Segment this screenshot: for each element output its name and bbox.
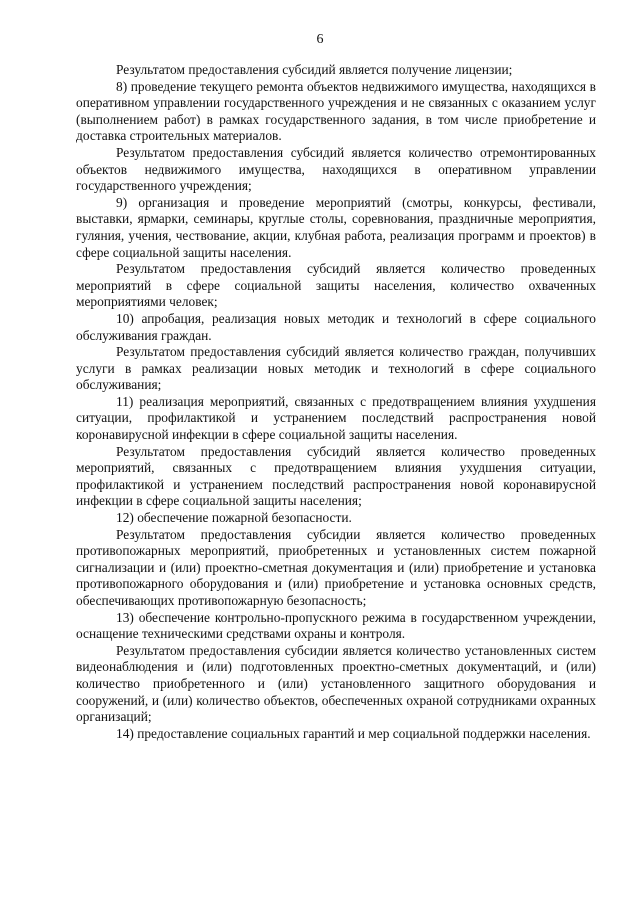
paragraph-item-12: 12) обеспечение пожарной безопасности. xyxy=(116,510,352,526)
paragraph-result-item-10: Результатом предоставления субсидий является количество граждан, получивших услуги в рамках реализации новых методик и технологий в сфере социального обслуживания; xyxy=(76,344,596,393)
paragraph-item-10: 10) апробация, реализация новых методик и технологий в сфере социального обслуживания граждан. xyxy=(76,310,596,343)
paragraph-item-14: 14) предоставление социальных гарантий и мер социальной поддержки населения. xyxy=(116,725,591,741)
document-body xyxy=(76,62,596,742)
paragraph-item-11: 11) реализация мероприятий, связанных с предотвращением влияния ухудшения ситуации, профилактикой и устранением последствий распространения новой коронавирусной инфекции в сфере социальной защиты населения. xyxy=(76,393,596,443)
paragraph-result-item-12: Результатом предоставления субсидии является количество проведенных противопожарных мероприятий, приобретенных и установленных систем пожарной сигнализации и (или) проектно-сметная документация и (или) приобретение и установка противопожарного оборудования и (или) приобретение и установка основных средств, обеспечивающих противопожарную безопасность; xyxy=(76,526,596,608)
paragraph-item-9: 9) организация и проведение мероприятий (смотры, конкурсы, фестивали, выставки, ярмарки, семинары, круглые столы, соревнования, праздничные мероприятия, гуляния, учения, чествование, акции, клубная работа, реализация программ и проектов) в сфере социальной защиты населения. xyxy=(76,194,596,260)
paragraph-item-8: 8) проведение текущего ремонта объектов недвижимого имущества, находящихся в оперативном управлении государственного учреждения и не связанных с оказанием услуг (выполнением работ) в рамках государственного задания, в том числе приобретение и доставка строительных материалов. xyxy=(76,78,596,144)
paragraph-result-item-9: Результатом предоставления субсидий является количество проведенных мероприятий в сфере социальной защиты населения, количество охваченных мероприятиями человек; xyxy=(76,261,596,310)
paragraph-result-item-11: Результатом предоставления субсидий является количество проведенных мероприятий, связанных с предотвращением влияния ухудшения ситуации, профилактикой и устранением последствий распространения новой коронавирусной инфекции в сфере социальной защиты населения; xyxy=(76,443,596,509)
paragraph-result-item-8: Результатом предоставления субсидий является количество отремонтированных объектов недвижимого имущества, находящихся в оперативном управлении государственного учреждения; xyxy=(76,144,596,194)
paragraph-item-13: 13) обеспечение контрольно-пропускного режима в государственном учреждении, оснащение техническими средствами охраны и контроля. xyxy=(76,609,596,642)
paragraph-result-license: Результатом предоставления субсидий является получение лицензии; xyxy=(116,62,513,77)
paragraph-result-item-13: Результатом предоставления субсидии является количество установленных систем видеонаблюдения и (или) подготовленных проектно-сметных документаций, и (или) количество приобретенного и (или) установленного защитного оборудования и сооружений, и (или) количество объектов, обеспеченных охраной сотрудниками охранных организаций; xyxy=(76,642,596,725)
page-number: 6 xyxy=(316,32,324,47)
